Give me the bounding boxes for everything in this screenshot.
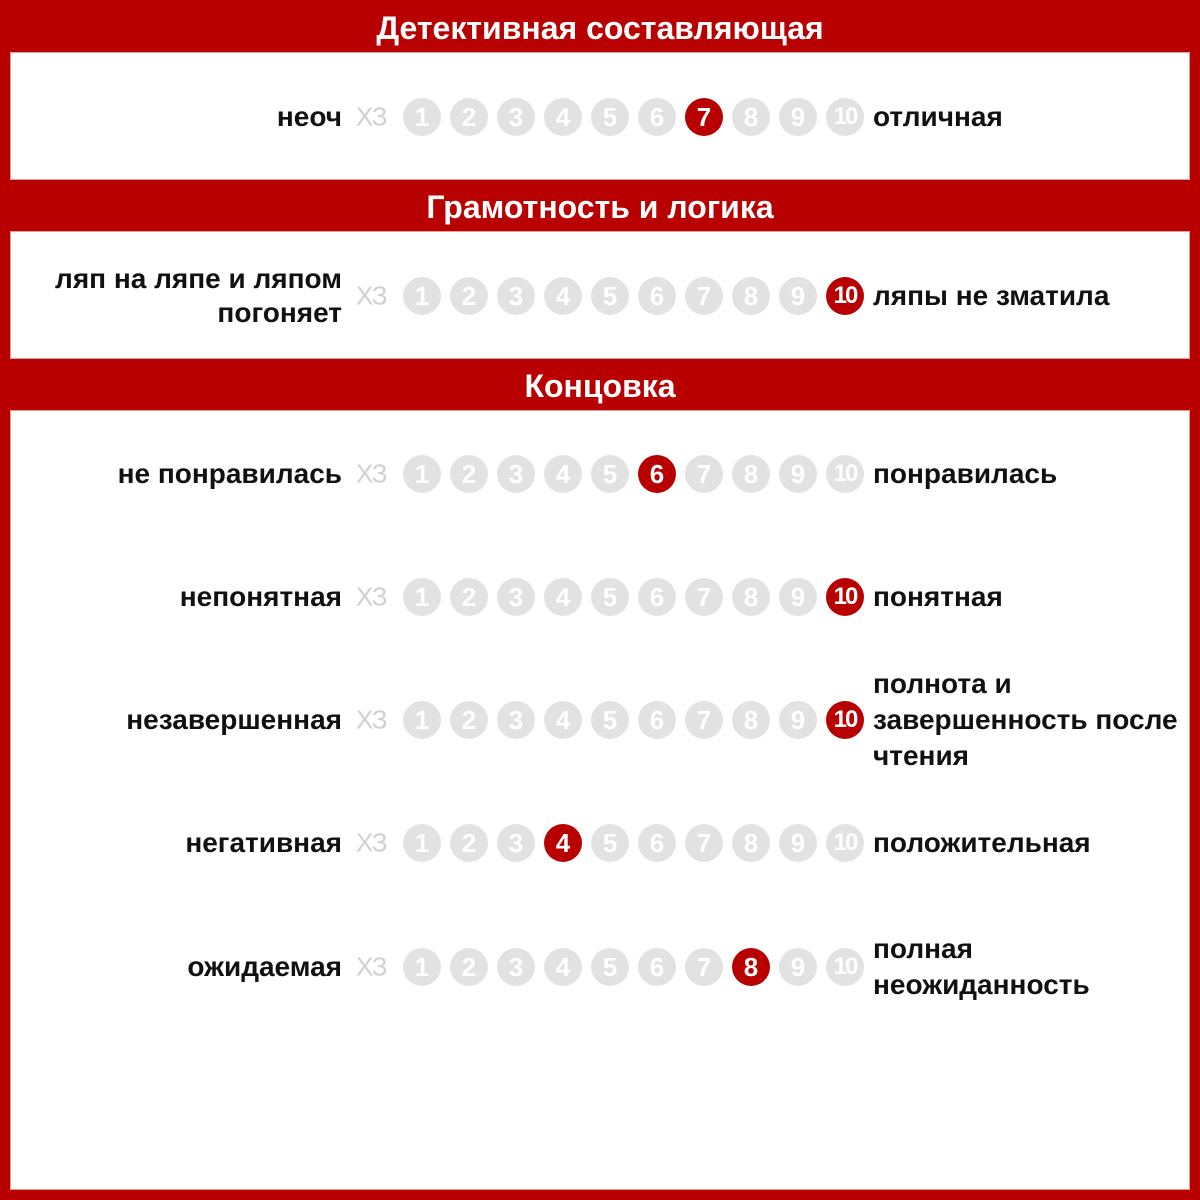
- low-end-label: незавершенная: [126, 704, 342, 735]
- score-dot: 5: [591, 948, 629, 986]
- score-dot: 8: [732, 455, 770, 493]
- score-dot: 9: [779, 948, 817, 986]
- score-dot: 9: [779, 277, 817, 315]
- score-dot-selected: 10: [826, 277, 864, 315]
- high-end-label: отличная: [873, 101, 1003, 132]
- score-dot: 8: [732, 277, 770, 315]
- score-dot: 1: [403, 277, 441, 315]
- score-dot: 3: [497, 824, 535, 862]
- score-dot: 4: [544, 277, 582, 315]
- score-dot: 6: [638, 98, 676, 136]
- score-dot: 8: [732, 701, 770, 739]
- unknown-option: ХЗ: [356, 101, 387, 132]
- high-end-label: полная неожиданность: [873, 933, 1090, 1000]
- score-dot: 3: [497, 948, 535, 986]
- score-dot: 2: [450, 277, 488, 315]
- score-dot: 2: [450, 455, 488, 493]
- score-dot: 6: [638, 948, 676, 986]
- score-dot-selected: 7: [685, 98, 723, 136]
- score-dot: 4: [544, 455, 582, 493]
- score-dot-selected: 10: [826, 701, 864, 739]
- score-dot-selected: 10: [826, 578, 864, 616]
- score-dot: 5: [591, 455, 629, 493]
- score-dot: 1: [403, 701, 441, 739]
- score-dot: 10: [826, 948, 864, 986]
- score-dot: 9: [779, 98, 817, 136]
- rating-row: [0, 547, 1200, 647]
- score-dot: 4: [544, 98, 582, 136]
- score-dot: 9: [779, 701, 817, 739]
- unknown-option: ХЗ: [356, 951, 387, 982]
- score-dot: 5: [591, 701, 629, 739]
- section-title: Детективная составляющая: [376, 10, 824, 46]
- score-dot: 1: [403, 578, 441, 616]
- unknown-option: ХЗ: [356, 458, 387, 489]
- score-dot: 7: [685, 277, 723, 315]
- score-dot-selected: 4: [544, 824, 582, 862]
- score-dot: 1: [403, 455, 441, 493]
- rating-row: [0, 793, 1200, 893]
- rating-row: [0, 424, 1200, 524]
- score-dot: 5: [591, 277, 629, 315]
- score-dot: 1: [403, 948, 441, 986]
- high-end-label: полнота и завершенность после чтения: [873, 668, 1178, 771]
- low-end-label: ляп на ляпе и ляпом погоняет: [55, 263, 342, 328]
- high-end-label: положительная: [873, 827, 1091, 858]
- score-dot: 5: [591, 824, 629, 862]
- score-dot: 2: [450, 98, 488, 136]
- score-dot: 9: [779, 824, 817, 862]
- score-dot: 8: [732, 98, 770, 136]
- rating-row: [0, 917, 1200, 1017]
- score-dot: 6: [638, 824, 676, 862]
- rating-row: [0, 67, 1200, 167]
- low-end-label: негативная: [185, 827, 342, 858]
- score-dot: 9: [779, 578, 817, 616]
- score-dot: 10: [826, 98, 864, 136]
- score-dot: 5: [591, 98, 629, 136]
- score-dot-selected: 6: [638, 455, 676, 493]
- score-dot: 10: [826, 455, 864, 493]
- score-dot: 4: [544, 948, 582, 986]
- score-dot-selected: 8: [732, 948, 770, 986]
- unknown-option: ХЗ: [356, 581, 387, 612]
- score-dot: 7: [685, 948, 723, 986]
- section-title: Концовка: [524, 368, 676, 404]
- score-dot: 1: [403, 824, 441, 862]
- score-dot: 7: [685, 578, 723, 616]
- score-dot: 3: [497, 701, 535, 739]
- unknown-option: ХЗ: [356, 827, 387, 858]
- score-dot: 4: [544, 701, 582, 739]
- score-dot: 3: [497, 98, 535, 136]
- score-dot: 2: [450, 578, 488, 616]
- score-dot: 1: [403, 98, 441, 136]
- score-dot: 4: [544, 578, 582, 616]
- score-dot: 6: [638, 277, 676, 315]
- score-dot: 6: [638, 578, 676, 616]
- high-end-label: понравилась: [873, 458, 1058, 489]
- score-dot: 7: [685, 455, 723, 493]
- score-dot: 6: [638, 701, 676, 739]
- high-end-label: ляпы не зматила: [873, 280, 1110, 311]
- rating-row: [0, 670, 1200, 770]
- rating-row: [0, 246, 1200, 346]
- score-dot: 7: [685, 824, 723, 862]
- unknown-option: ХЗ: [356, 704, 387, 735]
- low-end-label: ожидаемая: [187, 951, 342, 982]
- low-end-label: непонятная: [179, 581, 342, 612]
- score-dot: 3: [497, 277, 535, 315]
- score-dot: 5: [591, 578, 629, 616]
- score-dot: 8: [732, 824, 770, 862]
- unknown-option: ХЗ: [356, 280, 387, 311]
- score-dot: 7: [685, 701, 723, 739]
- score-dot: 2: [450, 701, 488, 739]
- score-dot: 2: [450, 948, 488, 986]
- score-dot: 10: [826, 824, 864, 862]
- score-dot: 9: [779, 455, 817, 493]
- score-dot: 3: [497, 455, 535, 493]
- high-end-label: понятная: [873, 581, 1003, 612]
- section-title: Грамотность и логика: [426, 189, 774, 225]
- low-end-label: не понравилась: [117, 458, 342, 489]
- low-end-label: неоч: [276, 101, 342, 132]
- score-dot: 2: [450, 824, 488, 862]
- score-dot: 3: [497, 578, 535, 616]
- score-dot: 8: [732, 578, 770, 616]
